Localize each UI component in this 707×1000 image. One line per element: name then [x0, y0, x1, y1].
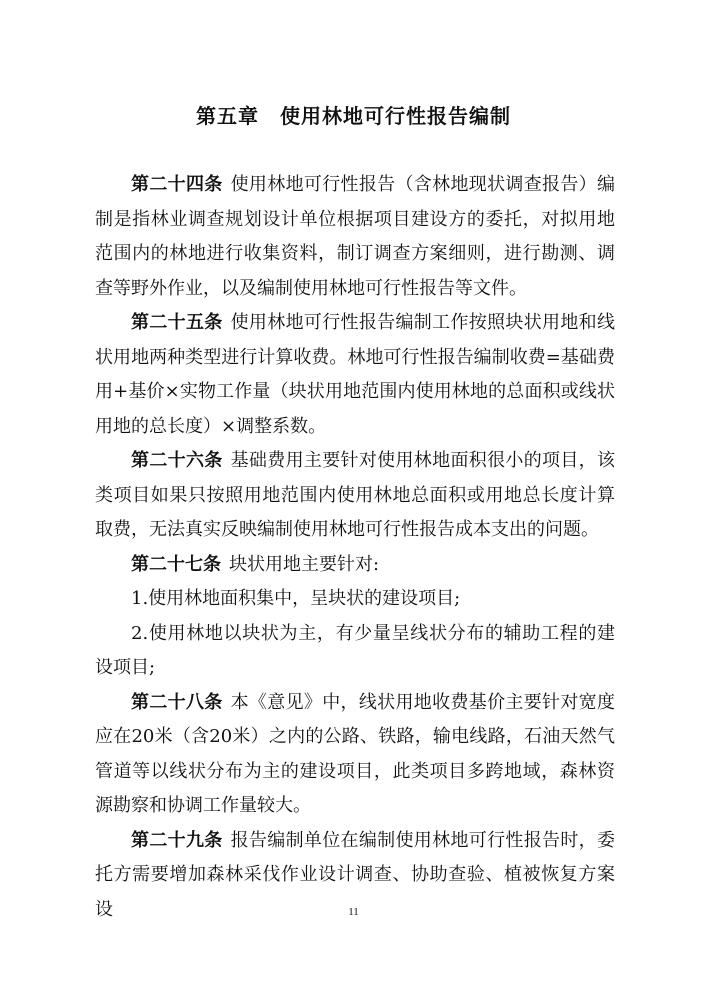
- article-text: 报告编制单位在编制使用林地可行性报告时，委托方需要增加森林采伐作业设计调查、协助查验、植被恢复方案设: [95, 829, 616, 920]
- article-text: 使用林地可行性报告编制工作按照块状用地和线状用地两种类型进行计算收费。林地可行性报告编制收费=基础费用+基价×实物工作量（块状用地范围内使用林地的总面积或线状用地的总长度）×调整系数。: [95, 312, 616, 437]
- article-label: 第二十八条: [131, 691, 223, 713]
- article-26: [95, 444, 615, 548]
- page-number: 11: [348, 906, 359, 918]
- article-28: [95, 686, 615, 824]
- article-text: 本《意见》中，线状用地收费基价主要针对宽度应在20米（含20米）之内的公路、铁路，输电线路，石油天然气管道等以线状分布为主的建设项目，此类项目多跨地域，森林资源勘察和协调工作量较大。: [95, 691, 616, 816]
- article-text: 块状用地主要针对:: [229, 553, 380, 575]
- list-item-2: [95, 617, 615, 686]
- article-label: 第二十四条: [131, 174, 223, 195]
- article-25: [95, 306, 615, 444]
- article-24: [95, 168, 615, 306]
- article-text: 基础费用主要针对使用林地面积很小的项目，该类项目如果只按照用地范围内使用林地总面积或用地总长度计算取费，无法真实反映编制使用林地可行性报告成本支出的问题。: [95, 450, 616, 540]
- article-label: 第二十九条: [131, 829, 223, 851]
- body-text: [95, 168, 615, 927]
- list-item-text: 1.使用林地面积集中，呈块状的建设项目;: [131, 588, 461, 609]
- article-27: [95, 548, 615, 583]
- article-text: 使用林地可行性报告（含林地现状调查报告）编制是指林业调查规划设计单位根据项目建设方的委托，对拟用地范围内的林地进行收集资料，制订调查方案细则，进行勘测、调查等野外作业，以及编制使用林地可行性报告等文件。: [95, 174, 616, 299]
- chapter-title: 第五章 使用林地可行性报告编制: [196, 104, 511, 128]
- article-label: 第二十七条: [131, 553, 221, 575]
- list-item-1: [95, 582, 615, 617]
- article-label: 第二十五条: [131, 312, 223, 333]
- list-item-text: 2.使用林地以块状为主，有少量呈线状分布的辅助工程的建设项目;: [95, 622, 615, 678]
- article-label: 第二十六条: [131, 450, 223, 471]
